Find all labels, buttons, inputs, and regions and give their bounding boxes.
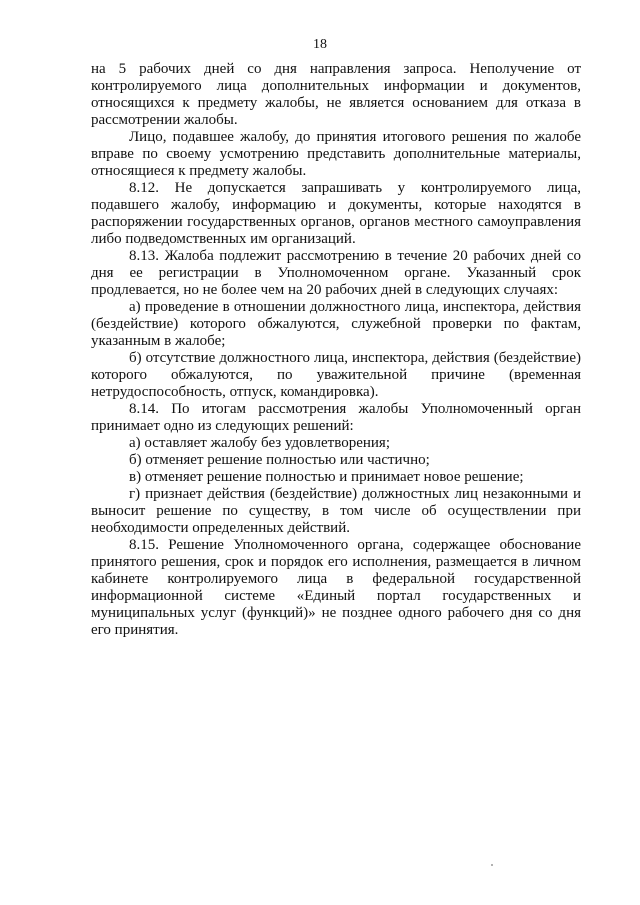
paragraph-8-15: 8.15. Решение Уполномоченного органа, содержащее обоснование принятого решения, срок и порядок его исполнения, размещается в личном кабинете контролируемого лица в федеральной государственной информационной системе «Единый портал государственных и муниципальных услуг (функций)» не позднее одного рабочего дня со дня его принятия. [91,537,581,638]
list-item-8-14-a: а) оставляет жалобу без удовлетворения; [129,435,390,451]
list-item-8-14-d: г) признает действия (бездействие) должностных лиц незаконными и выносит решение по существу, в том числе об осуществлении при необходимости определенных действий. [91,486,581,536]
paragraph-additional-materials: Лицо, подавшее жалобу, до принятия итогового решения по жалобе вправе по своему усмотрению представить дополнительные материалы, относящиеся к предмету жалобы. [91,129,581,179]
list-item-8-14-b: б) отменяет решение полностью или частично; [129,452,430,468]
scan-speck [491,864,493,866]
list-item-8-13-a: а) проведение в отношении должностного лица, инспектора, действия (бездействие) которого обжалуются, служебной проверки по фактам, указанным в жалобе; [91,299,581,349]
list-item-8-13-b: б) отсутствие должностного лица, инспектора, действия (бездействие) которого обжалуются, по уважительной причине (временная нетрудоспособность, отпуск, командировка). [91,350,581,400]
page-number: 18 [313,37,327,52]
paragraph-8-14: 8.14. По итогам рассмотрения жалобы Уполномоченный орган принимает одно из следующих решений: [91,401,581,434]
document-body [91,61,581,639]
paragraph-continuation: на 5 рабочих дней со дня направления запроса. Неполучение от контролируемого лица дополнительных информации и документов, относящихся к предмету жалобы, не является основанием для отказа в рассмотрении жалобы. [91,61,581,128]
paragraph-8-13: 8.13. Жалоба подлежит рассмотрению в течение 20 рабочих дней со дня ее регистрации в Уполномоченном органе. Указанный срок продлевается, но не более чем на 20 рабочих дней в следующих случаях: [91,248,581,298]
list-item-8-14-c: в) отменяет решение полностью и принимает новое решение; [129,469,524,485]
paragraph-8-12: 8.12. Не допускается запрашивать у контролируемого лица, подавшего жалобу, информацию и документы, которые находятся в распоряжении государственных органов, органов местного самоуправления либо подведомственных им организаций. [91,180,581,247]
